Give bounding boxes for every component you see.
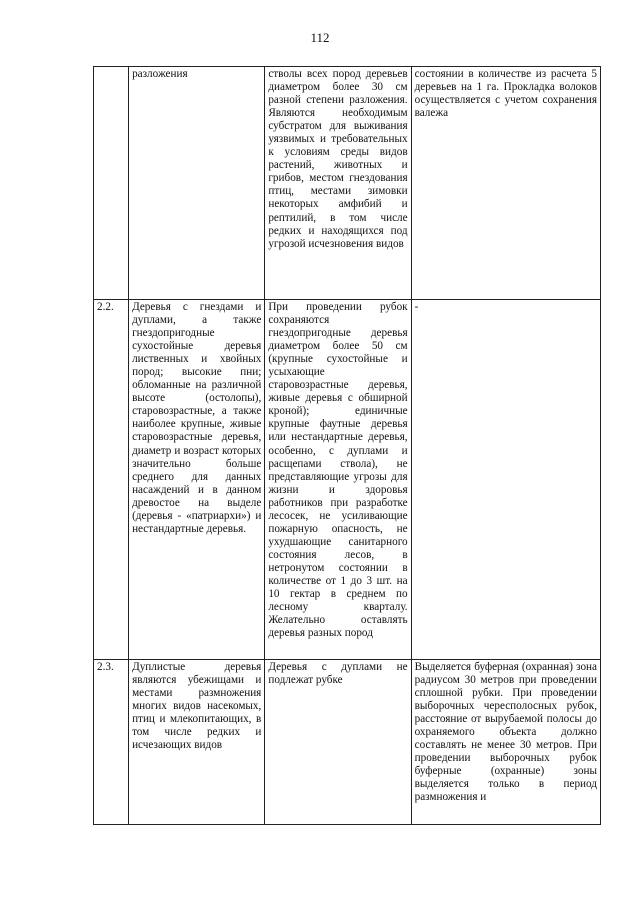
notes-cell: -: [411, 300, 600, 660]
document-table: [93, 66, 601, 825]
notes-cell: состоянии в количестве из расчета 5 деревьев на 1 га. Прокладка волоков осуществляется с учетом сохранения валежа: [411, 67, 600, 300]
page-number: 112: [310, 30, 330, 45]
measures-cell: При проведении рубок сохраняются гнездопригодные деревья диаметром более 50 см (крупные сухостойные и усыхающие старовозрастные деревья, живые деревья с обширной кроной); единичные крупные фаутные деревья или нестандартные деревья, особенно, с дуплами и расщепами ствола), не представляющие угрозы для жизни и здоровья работников при разработке лесосек, не усиливающие пожарную опасность, не ухудшающие санитарного состояния лесов, в нетронутом состоянии в количестве от 1 до 3 шт. на 10 гектар в среднем по лесному кварталу. Желательно оставлять деревья разных пород: [265, 300, 411, 660]
row-number: [94, 67, 129, 300]
row-number: 2.3.: [94, 660, 129, 825]
object-cell: Деревья с гнездами и дуплами, а также гнездопригодные сухостойные деревья лиственных и хвойных пород; высокие пни; обломанные на различной высоте (остолопы), старовозрастные, а также наиболее крупные, живые старовозрастные деревья, диаметр и возраст которых значительно больше среднего для данных насаждений и в данном древостое на выделе (деревья - «патриархи») и нестандартные деревья.: [129, 300, 265, 660]
notes-cell: Выделяется буферная (охранная) зона радиусом 30 метров при проведении сплошной рубки. При проведении выборочных чересполосных рубок, расстояние от вырубаемой полосы до охраняемого объекта должно составлять не менее 30 метров. При проведении выборочных рубок буферные (охранные) зоны выделяется только в период размножения и: [411, 660, 600, 825]
row-number: 2.2.: [94, 300, 129, 660]
table-row: [94, 67, 601, 300]
object-cell: разложения: [129, 67, 265, 300]
table-row: [94, 660, 601, 825]
measures-cell: стволы всех пород деревьев диаметром более 30 см разной степени разложения. Являются необходимым субстратом для выживания уязвимых и требовательных к условиям среды видов растений, животных и грибов, местом гнездования птиц, местами зимовки некоторых амфибий и рептилий, в том числе редких и находящихся под угрозой исчезновения видов: [265, 67, 411, 300]
object-cell: Дуплистые деревья являются убежищами и местами размножения многих видов насекомых, птиц и млекопитающих, в том числе редких и исчезающих видов: [129, 660, 265, 825]
measures-cell: Деревья с дуплами не подлежат рубке: [265, 660, 411, 825]
table-row: [94, 300, 601, 660]
